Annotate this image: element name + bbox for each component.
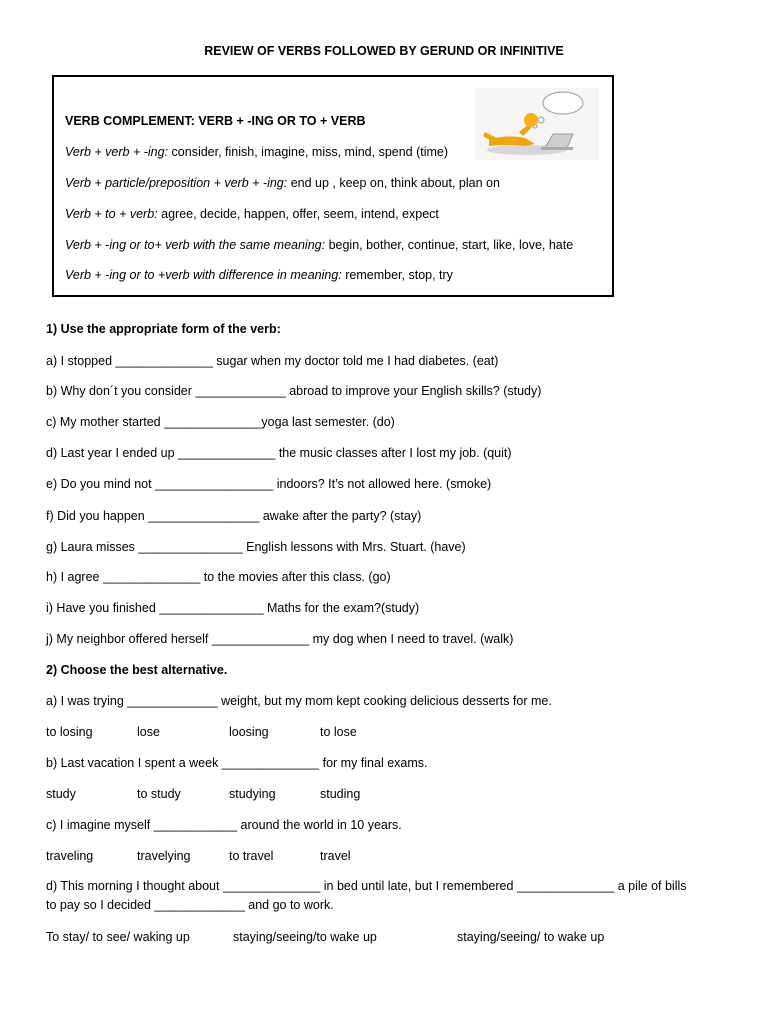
rule-line bbox=[65, 176, 500, 190]
choice-option: traveling bbox=[46, 849, 94, 863]
exercise-item: h) I agree ______________ to the movies after this class. (go) bbox=[46, 570, 391, 584]
choice-option: lose bbox=[137, 725, 160, 739]
rule-text: end up , keep on, think about, plan on bbox=[287, 176, 500, 190]
rule-line bbox=[65, 238, 573, 252]
exercise-item: c) My mother started ______________yoga last semester. (do) bbox=[46, 415, 395, 429]
exercise-item: i) Have you finished _______________ Maths for the exam?(study) bbox=[46, 601, 420, 615]
choice-question-continued: to pay so I decided _____________ and go to work. bbox=[46, 898, 334, 912]
choice-option: studing bbox=[320, 787, 361, 801]
thinking-figure-illustration bbox=[475, 88, 599, 160]
choice-option: loosing bbox=[229, 725, 269, 739]
exercise-item: b) Why don´t you consider _____________ abroad to improve your English skills? (study) bbox=[46, 384, 542, 398]
exercise-item: a) I stopped ______________ sugar when my doctor told me I had diabetes. (eat) bbox=[46, 354, 499, 368]
choice-question: d) This morning I thought about ______________ in bed until late, but I remembered ______________ a pile of bills bbox=[46, 879, 687, 893]
exercise-item: d) Last year I ended up ______________ the music classes after I lost my job. (quit) bbox=[46, 446, 512, 460]
choice-question: b) Last vacation I spent a week ______________ for my final exams. bbox=[46, 756, 428, 770]
choice-option: to lose bbox=[320, 725, 357, 739]
choice-question: c) I imagine myself ____________ around the world in 10 years. bbox=[46, 818, 402, 832]
choice-option: to losing bbox=[46, 725, 93, 739]
rule-line bbox=[65, 268, 453, 282]
choice-option: staying/seeing/to wake up bbox=[233, 930, 377, 944]
choice-option: travelying bbox=[137, 849, 191, 863]
choice-option: travel bbox=[320, 849, 351, 863]
rule-label: Verb + particle/preposition + verb + -ing: bbox=[65, 176, 288, 190]
rule-label: Verb + to + verb: bbox=[65, 207, 158, 221]
exercise-item: g) Laura misses _______________ English lessons with Mrs. Stuart. (have) bbox=[46, 540, 466, 554]
exercise-item: e) Do you mind not _________________ indoors? It’s not allowed here. (smoke) bbox=[46, 477, 492, 491]
choice-option: To stay/ to see/ waking up bbox=[46, 930, 190, 944]
rule-label: Verb + verb + -ing: bbox=[65, 145, 169, 159]
rule-text: remember, stop, try bbox=[341, 268, 453, 282]
choice-question: a) I was trying _____________ weight, but my mom kept cooking delicious desserts for me. bbox=[46, 694, 552, 708]
exercise-item: f) Did you happen ________________ awake after the party? (stay) bbox=[46, 509, 422, 523]
worksheet-title: REVIEW OF VERBS FOLLOWED BY GERUND OR INFINITIVE bbox=[204, 44, 564, 58]
rule-text: begin, bother, continue, start, like, love, hate bbox=[325, 238, 574, 252]
box-heading: VERB COMPLEMENT: VERB + -ING OR TO + VERB bbox=[65, 114, 366, 128]
choice-option: to study bbox=[137, 787, 181, 801]
section2-heading: 2) Choose the best alternative. bbox=[46, 663, 228, 677]
rule-label: Verb + -ing or to+ verb with the same meaning: bbox=[65, 238, 326, 252]
choice-option: staying/seeing/ to wake up bbox=[457, 930, 605, 944]
rule-text: consider, finish, imagine, miss, mind, spend (time) bbox=[168, 145, 449, 159]
rule-line bbox=[65, 145, 448, 159]
rule-text: agree, decide, happen, offer, seem, intend, expect bbox=[157, 207, 439, 221]
rule-line bbox=[65, 207, 439, 221]
exercise-item: j) My neighbor offered herself ______________ my dog when I need to travel. (walk) bbox=[46, 632, 514, 646]
rule-label: Verb + -ing or to +verb with difference in meaning: bbox=[65, 268, 342, 282]
choice-option: studying bbox=[229, 787, 276, 801]
choice-option: to travel bbox=[229, 849, 274, 863]
choice-option: study bbox=[46, 787, 76, 801]
section1-heading: 1) Use the appropriate form of the verb: bbox=[46, 322, 281, 336]
